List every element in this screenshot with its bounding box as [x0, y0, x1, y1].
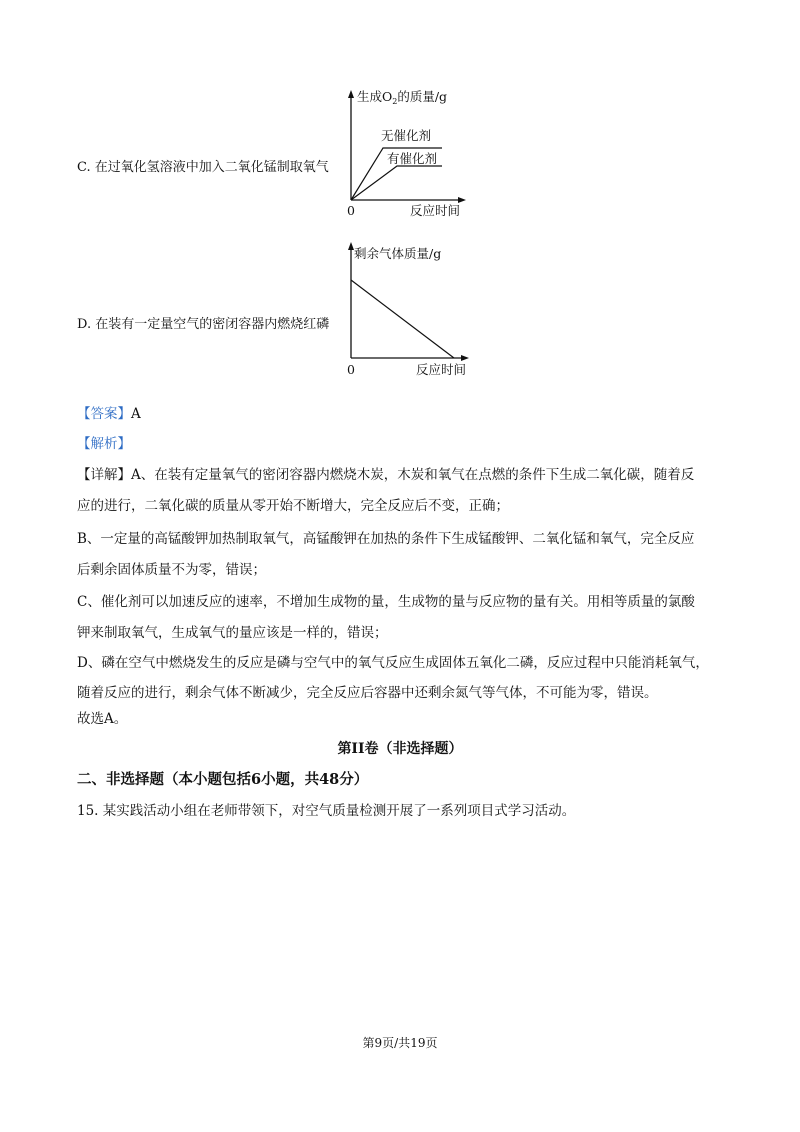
analysis-label: 【解析】	[77, 436, 131, 452]
detail-line-4: 后剩余固体质量不为零，错误；	[77, 562, 266, 578]
detail-line-8: 随着反应的进行，剩余气体不断减少，完全反应后容器中还剩余氮气等气体，不可能为零，错误。	[77, 685, 658, 701]
volume-title: 第II卷（非选择题）	[337, 741, 463, 757]
detail-line-1: 【详解】A、在装有定量氧气的密闭容器内燃烧木炭，木炭和氧气在点燃的条件下生成二氧化碳，随着反	[77, 467, 695, 483]
x-axis-label: 反应时间	[416, 362, 467, 377]
y-axis-label: 剩余气体质量/g	[354, 246, 442, 261]
remaining-gas-line	[351, 280, 454, 358]
origin-label: 0	[347, 203, 355, 218]
y-axis-arrow	[348, 90, 354, 98]
answer-label: 【答案】	[77, 406, 131, 422]
curve-with-catalyst	[351, 166, 442, 200]
option-d-text: D. 在装有一定量空气的密闭容器内燃烧红磷	[77, 317, 330, 332]
x-axis-label: 反应时间	[410, 203, 461, 218]
y-axis-label: 生成$O_2$的质量/g	[357, 89, 448, 106]
section-title: 二、非选择题（本小题包括6小题，共48分）	[77, 771, 369, 788]
detail-line-2: 应的进行，二氧化碳的质量从零开始不断增大，完全反应后不变，正确；	[77, 498, 509, 514]
answer-line	[77, 402, 141, 422]
detail-line-9: 故选A。	[77, 711, 128, 727]
origin-label: 0	[347, 362, 355, 377]
option-d-graph	[338, 240, 478, 380]
detail-line-7: D、磷在空气中燃烧发生的反应是磷与空气中的氧气反应生成固体五氧化二磷，反应过程中只能消耗氧气，	[77, 655, 709, 671]
detail-line-6: 钾来制取氧气，生成氧气的量应该是一样的，错误；	[77, 625, 388, 641]
question-15: 15. 某实践活动小组在老师带领下，对空气质量检测开展了一系列项目式学习活动。	[77, 803, 576, 819]
x-axis-arrow	[461, 355, 469, 361]
curve-label-with-catalyst: 有催化剂	[387, 151, 438, 166]
answer-value: A	[131, 406, 141, 422]
option-c-text: C. 在过氧化氢溶液中加入二氧化锰制取氧气	[77, 160, 329, 175]
detail-line-5: C、催化剂可以加速反应的速率，不增加生成物的量，生成物的量与反应物的量有关。用相等质量的氯酸	[77, 594, 695, 610]
curve-label-no-catalyst: 无催化剂	[381, 128, 432, 143]
detail-line-3: B、一定量的高锰酸钾加热制取氧气，高锰酸钾在加热的条件下生成锰酸钾、二氧化锰和氧气，完全反应	[77, 531, 695, 547]
page-footer: 第9页/共19页	[362, 1036, 438, 1050]
option-c-graph	[338, 88, 478, 220]
